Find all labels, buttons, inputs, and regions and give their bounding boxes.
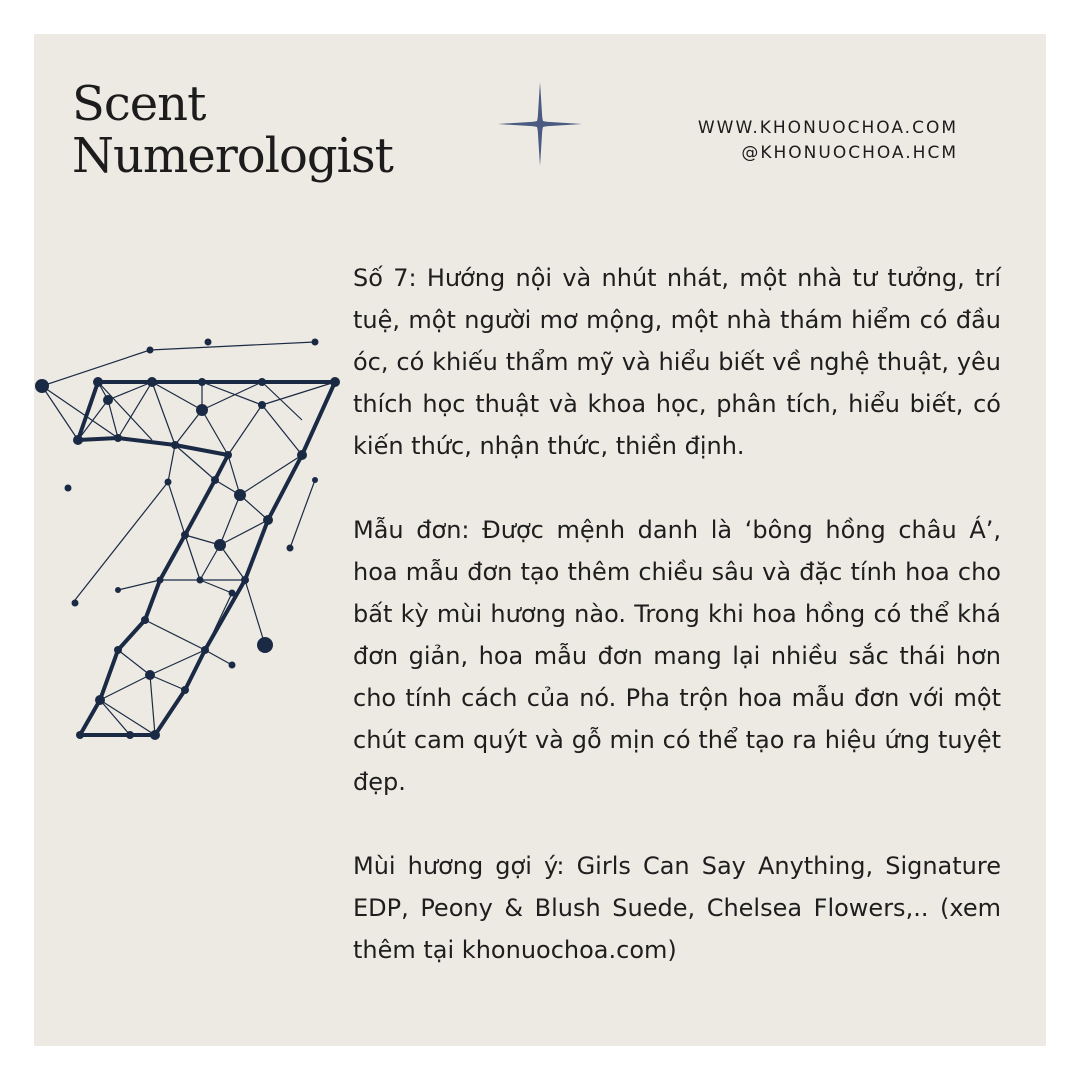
four-point-star-icon [498, 82, 582, 166]
paragraph-number-seven: Số 7: Hướng nội và nhút nhát, một nhà tư tưởng, trí tuệ, một người mơ mộng, một nhà thám hiểm có đầu óc, có khiếu thẩm mỹ và hiểu biết về nghệ thuật, yêu thích học thuật và khoa học, phân tích, hiểu biết, có kiến thức, nhận thức, thiền định. [353, 264, 1001, 460]
contact-links [698, 116, 958, 166]
brand-title [72, 78, 393, 182]
constellation-seven-graphic [30, 330, 360, 750]
paragraph-peony: Mẫu đơn: Được mệnh danh là ‘bông hồng châu Á’, hoa mẫu đơn tạo thêm chiều sâu và đặc tính hoa cho bất kỳ mùi hương nào. Trong khi hoa hồng có thể khá đơn giản, hoa mẫu đơn mang lại nhiều sắc thái hơn cho tính cách của nó. Pha trộn hoa mẫu đơn với một chút cam quýt và gỗ mịn có thể tạo ra hiệu ứng tuyệt đẹp. [353, 516, 1001, 796]
title-line-2: Numerologist [72, 128, 393, 184]
social-handle[interactable]: @KHONUOCHOA.HCM [741, 143, 958, 163]
description-text [353, 257, 1001, 1013]
title-line-1: Scent [72, 76, 206, 132]
paragraph-suggestions: Mùi hương gợi ý: Girls Can Say Anything, Signature EDP, Peony & Blush Suede, Chelsea Flowers,.. (xem thêm tại khonuochoa.com) [353, 852, 1001, 964]
website-link[interactable]: WWW.KHONUOCHOA.COM [697, 118, 958, 138]
